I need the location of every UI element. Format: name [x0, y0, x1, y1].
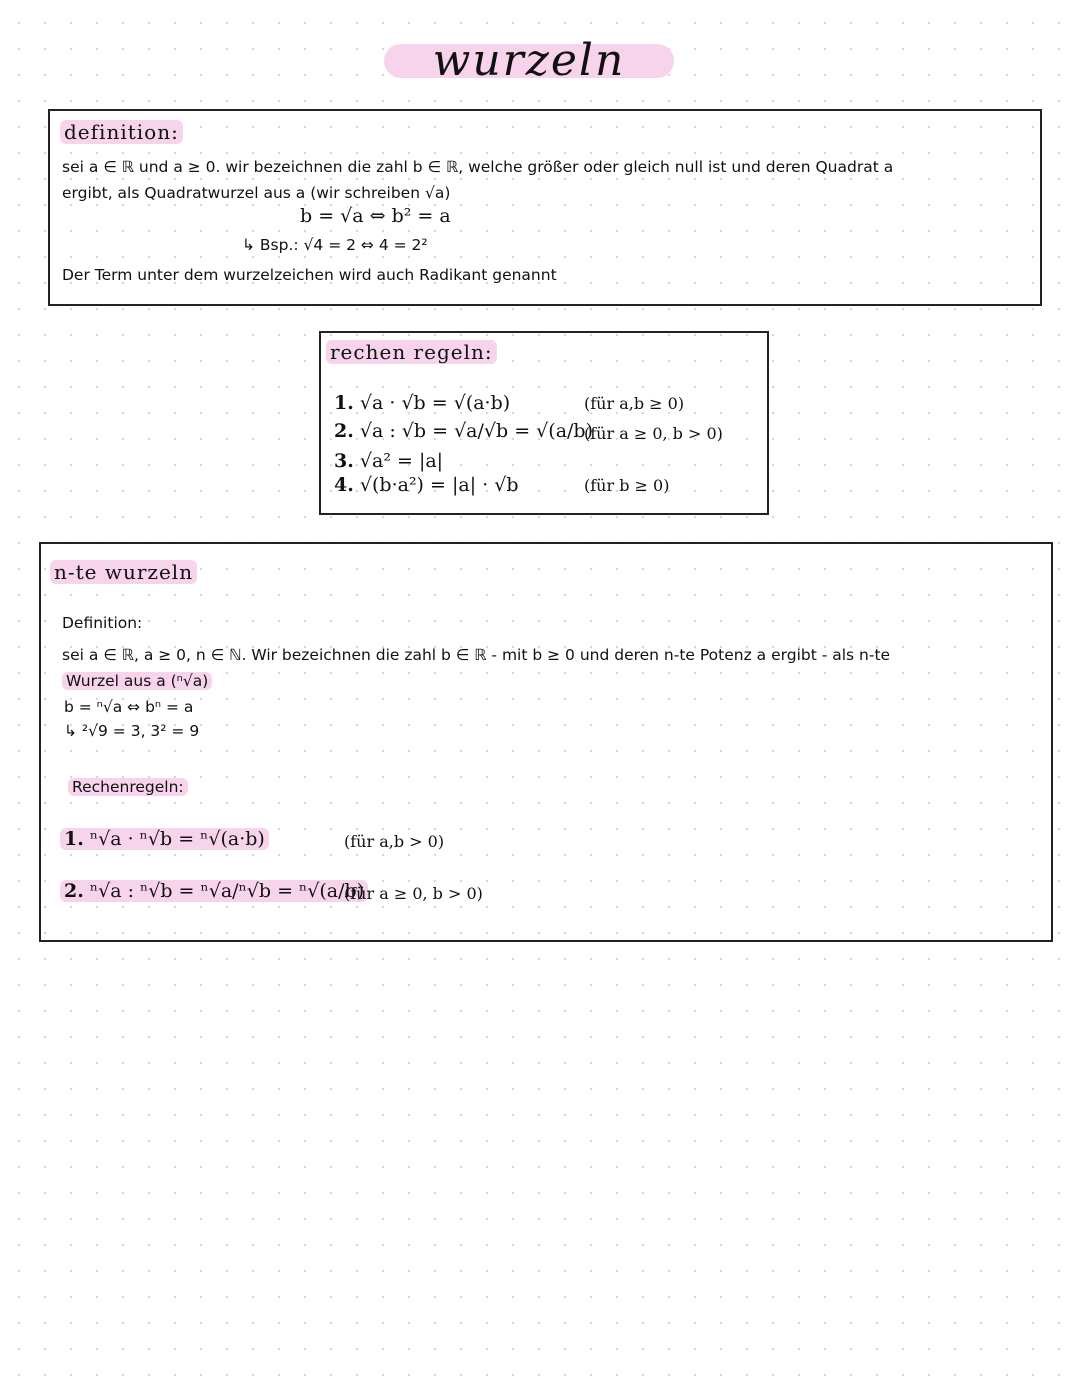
nth-rule-2-number: 2.	[64, 880, 84, 902]
nth-roots-heading: n-te wurzeln	[50, 560, 197, 584]
definition-line-1: sei a ∈ ℝ und a ≥ 0. wir bezeichnen die zahl b ∈ ℝ, welche größer oder gleich null ist und deren Quadrat a	[62, 158, 894, 176]
rule-4-expression: √(b·a²) = |a| · √b	[359, 474, 519, 496]
rule-4-number: 4.	[334, 474, 354, 496]
nth-rule-2-condition: (für a ≥ 0, b > 0)	[344, 884, 483, 903]
nth-definition-example: ↳ ²√9 = 3, 3² = 9	[64, 722, 200, 740]
definition-line-2: ergibt, als Quadratwurzel aus a (wir schreiben √a)	[62, 184, 451, 202]
rules-heading: rechen regeln:	[326, 340, 497, 364]
definition-example: ↳ Bsp.: √4 = 2 ⇔ 4 = 2²	[242, 236, 428, 254]
rule-2	[334, 420, 593, 442]
rule-1-expression: √a · √b = √(a·b)	[359, 392, 511, 414]
page-title	[384, 34, 674, 86]
rule-1	[334, 392, 510, 414]
nth-rule-2-highlight	[60, 880, 368, 902]
nth-definition-formula: b = ⁿ√a ⇔ bⁿ = a	[64, 698, 194, 716]
nth-definition-line-1: sei a ∈ ℝ, a ≥ 0, n ∈ ℕ. Wir bezeichnen die zahl b ∈ ℝ - mit b ≥ 0 und deren n-te Potenz a ergibt - als n-te	[62, 646, 891, 664]
nth-rules-heading: Rechenregeln:	[68, 778, 188, 796]
definition-formula: b = √a ⇔ b² = a	[300, 205, 451, 227]
nth-rule-1-expression: ⁿ√a · ⁿ√b = ⁿ√(a·b)	[89, 828, 265, 850]
rule-2-expression: √a : √b = √a/√b = √(a/b)	[359, 420, 594, 442]
rule-1-number: 1.	[334, 392, 354, 414]
title-text: wurzeln	[432, 35, 626, 86]
nth-rule-1	[60, 828, 269, 850]
rule-4-condition: (für b ≥ 0)	[584, 476, 670, 495]
rule-4	[334, 474, 519, 496]
rule-3	[334, 450, 443, 472]
rule-2-number: 2.	[334, 420, 354, 442]
nth-definition-line-2: Wurzel aus a (ⁿ√a)	[62, 672, 212, 690]
nth-rule-2	[60, 880, 368, 902]
nth-rule-2-expression: ⁿ√a : ⁿ√b = ⁿ√a/ⁿ√b = ⁿ√(a/b)	[89, 880, 365, 902]
rule-1-condition: (für a,b ≥ 0)	[584, 394, 685, 413]
nth-rule-1-highlight	[60, 828, 269, 850]
rule-3-number: 3.	[334, 450, 354, 472]
nth-rule-1-condition: (für a,b > 0)	[344, 832, 445, 851]
nth-rule-1-number: 1.	[64, 828, 84, 850]
rule-2-condition: (für a ≥ 0, b > 0)	[584, 424, 723, 443]
rule-3-expression: √a² = |a|	[359, 450, 444, 472]
nth-definition-subheading: Definition:	[62, 614, 143, 632]
definition-line-3: Der Term unter dem wurzelzeichen wird auch Radikant genannt	[62, 266, 557, 284]
definition-heading: definition:	[60, 120, 183, 144]
